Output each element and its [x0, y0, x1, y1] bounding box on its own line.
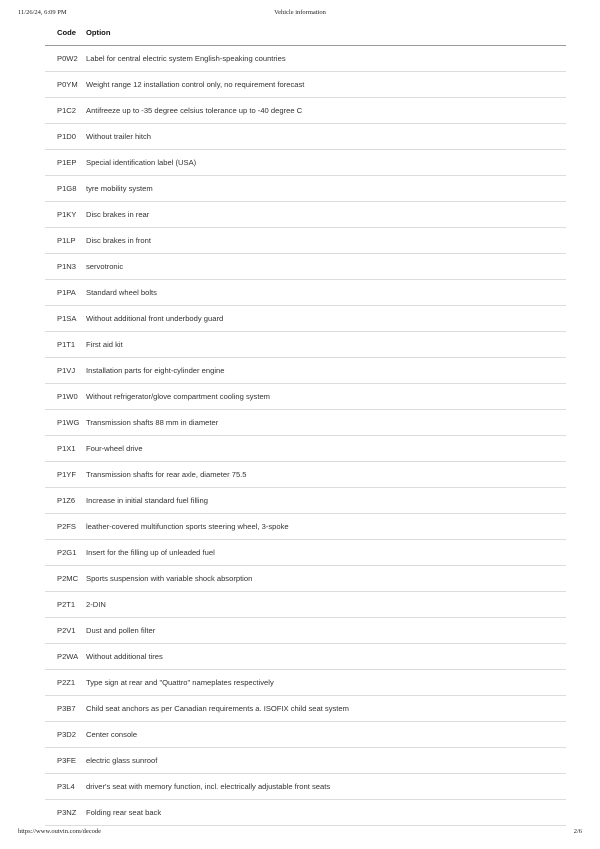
print-header — [18, 9, 582, 19]
table-row — [45, 800, 566, 826]
option-code: P1T1 — [45, 332, 86, 358]
option-column-header: Option — [86, 20, 566, 46]
table-row — [45, 202, 566, 228]
table-row — [45, 514, 566, 540]
table-row — [45, 540, 566, 566]
option-code: P2WA — [45, 644, 86, 670]
page-number: 2/6 — [573, 828, 582, 835]
table-row — [45, 722, 566, 748]
option-description: Without additional tires — [86, 644, 566, 670]
table-row — [45, 46, 566, 72]
option-code: P1X1 — [45, 436, 86, 462]
option-description: leather-covered multifunction sports steering wheel, 3-spoke — [86, 514, 566, 540]
option-description: Disc brakes in front — [86, 228, 566, 254]
table-row — [45, 150, 566, 176]
option-description: Label for central electric system English-speaking countries — [86, 46, 566, 72]
table-row — [45, 592, 566, 618]
option-description: tyre mobility system — [86, 176, 566, 202]
table-row — [45, 306, 566, 332]
option-code: P3FE — [45, 748, 86, 774]
option-description: servotronic — [86, 254, 566, 280]
table-row — [45, 358, 566, 384]
print-url: https://www.outvin.com/decode — [18, 828, 101, 835]
option-code: P1W0 — [45, 384, 86, 410]
table-row — [45, 228, 566, 254]
option-description: Dust and pollen filter — [86, 618, 566, 644]
option-description: Four-wheel drive — [86, 436, 566, 462]
option-code: P1LP — [45, 228, 86, 254]
print-footer — [18, 828, 582, 838]
print-title: Vehicle information — [274, 9, 326, 16]
option-description: Center console — [86, 722, 566, 748]
option-description: Weight range 12 installation control only, no requirement forecast — [86, 72, 566, 98]
table-row — [45, 384, 566, 410]
option-code: P2MC — [45, 566, 86, 592]
option-code: P1YF — [45, 462, 86, 488]
table-row — [45, 748, 566, 774]
table-row — [45, 436, 566, 462]
table-row — [45, 618, 566, 644]
option-code: P1SA — [45, 306, 86, 332]
option-code: P2T1 — [45, 592, 86, 618]
option-description: Antifreeze up to -35 degree celsius tolerance up to -40 degree C — [86, 98, 566, 124]
table-row — [45, 696, 566, 722]
option-code: P1VJ — [45, 358, 86, 384]
option-code: P1WG — [45, 410, 86, 436]
table-row — [45, 462, 566, 488]
option-code: P0YM — [45, 72, 86, 98]
table-header-row — [45, 20, 566, 46]
option-code: P1D0 — [45, 124, 86, 150]
table-body — [45, 46, 566, 826]
option-description: Special identification label (USA) — [86, 150, 566, 176]
option-code: P3B7 — [45, 696, 86, 722]
option-description: Type sign at rear and "Quattro" nameplates respectively — [86, 670, 566, 696]
table-row — [45, 176, 566, 202]
option-code: P1PA — [45, 280, 86, 306]
option-description: driver's seat with memory function, incl. electrically adjustable front seats — [86, 774, 566, 800]
options-table-container — [45, 20, 566, 826]
option-description: Increase in initial standard fuel filling — [86, 488, 566, 514]
option-code: P0W2 — [45, 46, 86, 72]
option-description: Child seat anchors as per Canadian requirements a. ISOFIX child seat system — [86, 696, 566, 722]
table-row — [45, 774, 566, 800]
table-row — [45, 670, 566, 696]
option-description: Transmission shafts for rear axle, diameter 75.5 — [86, 462, 566, 488]
option-description: Installation parts for eight-cylinder engine — [86, 358, 566, 384]
option-description: Disc brakes in rear — [86, 202, 566, 228]
option-code: P3D2 — [45, 722, 86, 748]
option-description: 2-DIN — [86, 592, 566, 618]
option-code: P1KY — [45, 202, 86, 228]
option-description: Sports suspension with variable shock absorption — [86, 566, 566, 592]
option-description: Insert for the filling up of unleaded fuel — [86, 540, 566, 566]
option-code: P1Z6 — [45, 488, 86, 514]
options-table — [45, 20, 566, 826]
option-code: P1C2 — [45, 98, 86, 124]
option-code: P2FS — [45, 514, 86, 540]
option-description: First aid kit — [86, 332, 566, 358]
table-row — [45, 644, 566, 670]
option-code: P3L4 — [45, 774, 86, 800]
option-code: P2Z1 — [45, 670, 86, 696]
table-row — [45, 332, 566, 358]
table-row — [45, 124, 566, 150]
option-code: P1EP — [45, 150, 86, 176]
option-description: Without trailer hitch — [86, 124, 566, 150]
option-code: P2G1 — [45, 540, 86, 566]
table-row — [45, 280, 566, 306]
option-code: P2V1 — [45, 618, 86, 644]
option-description: electric glass sunroof — [86, 748, 566, 774]
table-row — [45, 566, 566, 592]
option-description: Without refrigerator/glove compartment cooling system — [86, 384, 566, 410]
print-datetime: 11/26/24, 6:09 PM — [18, 9, 67, 16]
option-description: Without additional front underbody guard — [86, 306, 566, 332]
option-description: Folding rear seat back — [86, 800, 566, 826]
option-description: Transmission shafts 88 mm in diameter — [86, 410, 566, 436]
table-row — [45, 254, 566, 280]
option-code: P1G8 — [45, 176, 86, 202]
option-code: P1N3 — [45, 254, 86, 280]
table-row — [45, 72, 566, 98]
table-row — [45, 488, 566, 514]
code-column-header: Code — [45, 20, 86, 46]
table-row — [45, 410, 566, 436]
option-code: P3NZ — [45, 800, 86, 826]
option-description: Standard wheel bolts — [86, 280, 566, 306]
table-row — [45, 98, 566, 124]
